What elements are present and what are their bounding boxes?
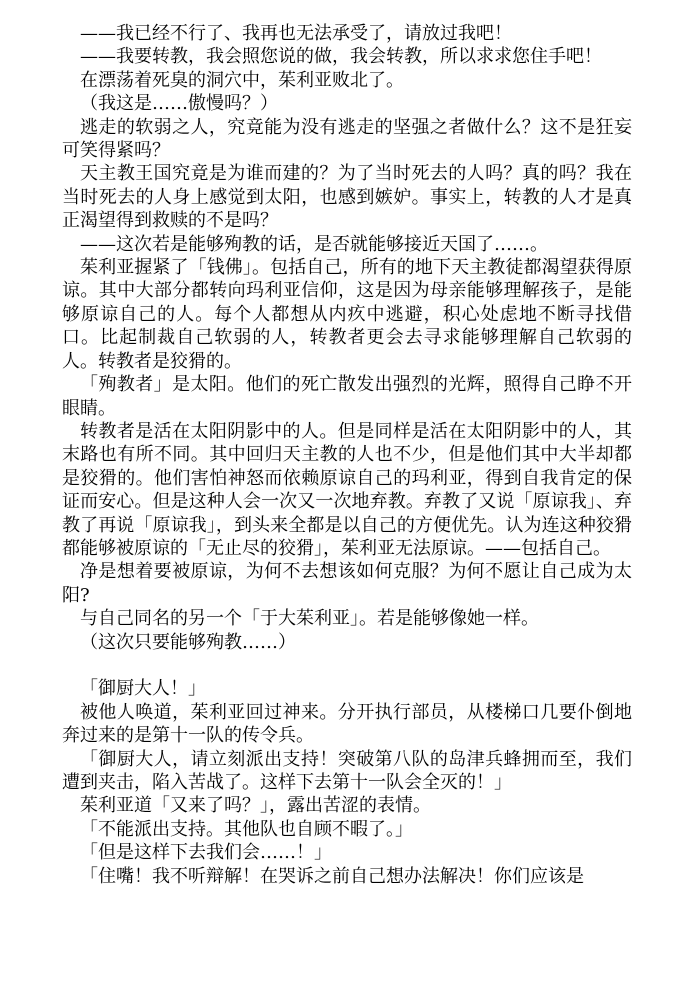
paragraph: 「不能派出支持。其他队也自顾不暇了。」 <box>80 818 413 840</box>
paragraph: 「但是这样下去我们会……！」 <box>80 842 332 864</box>
paragraph: 「御厨大人！」 <box>80 678 206 700</box>
paragraph: 在漂荡着死臭的洞穴中，茱利亚败北了。 <box>80 69 404 91</box>
paragraph: 「住嘴！我不听辩解！在哭诉之前自己想办法解决！你们应该是 <box>80 865 584 887</box>
paragraph: 逃走的软弱之人，究竟能为没有逃走的坚强之者做什么？这不是狂妄可笑得紧吗？ <box>62 116 632 162</box>
paragraph: 茱利亚握紧了「钱佛」。包括自己，所有的地下天主教徒都渴望获得原谅。其中大部分都转向玛利亚信仰，这是因为母亲能够理解孩子，是能够原谅自己的人。每个人都想从内疚中逃避，积心处虑地不断寻找借口。比起制裁自己软弱的人，转教者更会去寻求能够理解自己软弱的人。转教者是狡猾的。 <box>62 257 632 372</box>
document-page <box>62 22 632 888</box>
paragraph: 「御厨大人，请立刻派出支持！突破第八队的岛津兵蜂拥而至，我们遭到夹击，陷入苦战了。这样下去第十一队会全灭的！」 <box>62 748 632 793</box>
paragraph: 「殉教者」是太阳。他们的死亡散发出强烈的光辉，照得自己睁不开眼睛。 <box>62 374 632 419</box>
paragraph: 茱利亚道「又来了吗？」，露出苦涩的表情。 <box>80 795 431 817</box>
paragraph: ——我要转教，我会照您说的做，我会转教，所以求求您住手吧！ <box>80 46 602 68</box>
paragraph: 净是想着要被原谅，为何不去想该如何克服？为何不愿让自己成为太阳? <box>62 561 632 606</box>
paragraph: ——我已经不行了、我再也无法承受了，请放过我吧！ <box>80 23 512 44</box>
blank-line <box>62 654 632 677</box>
paragraph: （我这是……傲慢吗？） <box>80 93 278 115</box>
paragraph: 转教者是活在太阳阴影中的人。但是同样是活在太阳阴影中的人，其末路也有所不同。其中回归天主教的人也不少，但是他们其中大半却都是狡猾的。他们害怕神怒而依赖原谅自己的玛利亚，得到自我肯定的保证而安心。但是这种人会一次又一次地弃教。弃教了又说「原谅我」、弃教了再说「原谅我」，到头来全都是以自己的方便优先。认为连这种狡猾都能够被原谅的「无止尽的狡猾」，茱利亚无法原谅。——包括自己。 <box>62 420 632 559</box>
paragraph: 与自己同名的另一个「于大茱利亚」。若是能够像她一样。 <box>80 608 539 630</box>
paragraph: （这次只要能够殉教……） <box>80 631 296 653</box>
paragraph: ——这次若是能够殉教的话，是否就能够接近天国了……。 <box>80 233 548 255</box>
paragraph: 被他人唤道，茱利亚回过神来。分开执行部员，从楼梯口几要仆倒地奔过来的是第十一队的传令兵。 <box>62 701 632 747</box>
paragraph: 天主教王国究竟是为谁而建的？为了当时死去的人吗？真的吗？我在当时死去的人身上感觉到太阳，也感到嫉妒。事实上，转教的人才是真正渴望得到救赎的不是吗？ <box>62 163 632 232</box>
